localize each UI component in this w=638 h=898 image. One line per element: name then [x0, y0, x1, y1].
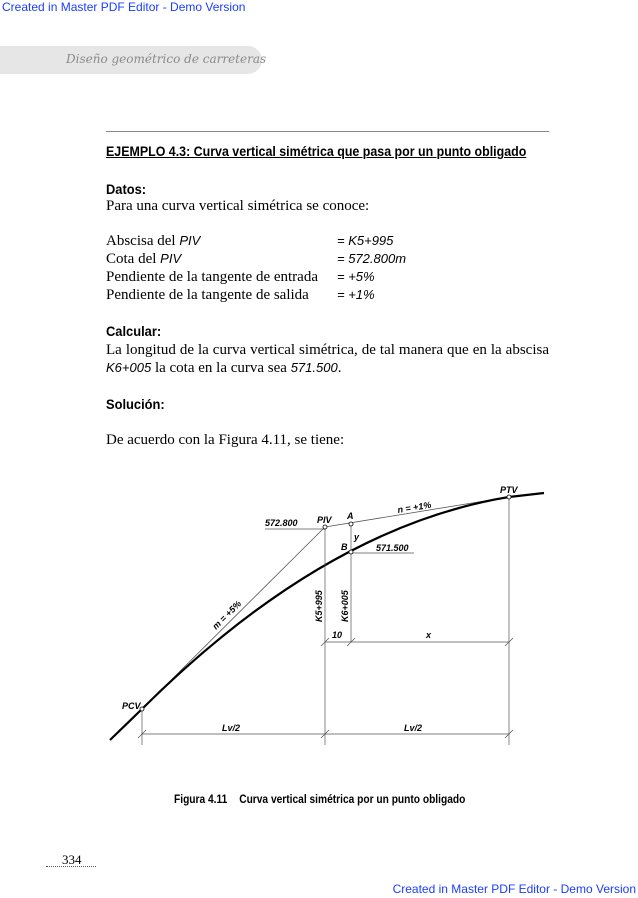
running-header: Diseño geométrico de carreteras [66, 52, 267, 66]
label-n-slope: n = +1% [396, 499, 432, 515]
point-pcv [140, 707, 144, 711]
label-ptv: PTV [500, 485, 518, 495]
point-piv [323, 525, 327, 529]
solucion-text: De acuerdo con la Figura 4.11, se tiene: [106, 432, 345, 448]
vertical-curve-figure [0, 470, 638, 760]
top-rule [106, 131, 549, 132]
calcular-heading: Calcular: [106, 323, 162, 339]
page-number: 334 [62, 852, 82, 867]
label-x: x [426, 630, 432, 640]
label-ten: 10 [332, 630, 343, 640]
label-cota-b: 571.500 [376, 543, 409, 553]
vertical-curve [110, 493, 544, 740]
data-row-pendiente-entrada: Pendiente de la tangente de entrada = +5% [106, 269, 375, 285]
label-k5: K5+995 [314, 590, 324, 622]
label-pcv: PCV [122, 701, 141, 711]
label-a: A [347, 511, 354, 521]
calcular-paragraph: La longitud de la curva vertical simétrica, de tal manera que en la abscisa K6+005 la cota en la curva sea 571.500. [106, 342, 549, 376]
watermark-bottom: Created in Master PDF Editor - Demo Version [392, 882, 636, 896]
page-number-dots [46, 866, 96, 867]
point-a [349, 522, 353, 526]
data-row-abscisa: Abscisa del PIV = K5+995 [106, 233, 394, 249]
point-ptv [507, 495, 511, 499]
solucion-heading: Solución: [106, 396, 165, 412]
data-row-cota: Cota del PIV = 572.800m [106, 251, 407, 267]
label-m-slope: m = +5% [210, 598, 244, 632]
label-b: B [341, 542, 348, 552]
label-k6: K6+005 [340, 590, 350, 622]
example-title: EJEMPLO 4.3: Curva vertical simétrica que pasa por un punto obligado [106, 144, 527, 159]
label-lv-right: Lv/2 [404, 723, 423, 733]
datos-intro: Para una curva vertical simétrica se conoce: [106, 198, 370, 214]
label-lv-left: Lv/2 [222, 723, 241, 733]
point-b [349, 550, 353, 554]
label-y: y [354, 532, 360, 542]
label-piv: PIV [317, 515, 332, 525]
label-cota-piv: 572.800 [265, 518, 298, 528]
watermark-top: Created in Master PDF Editor - Demo Version [2, 0, 246, 14]
figure-caption: Figura 4.11 Curva vertical simétrica por un punto obligado [174, 792, 466, 806]
data-row-pendiente-salida: Pendiente de la tangente de salida = +1% [106, 287, 375, 303]
datos-heading: Datos: [106, 181, 147, 197]
